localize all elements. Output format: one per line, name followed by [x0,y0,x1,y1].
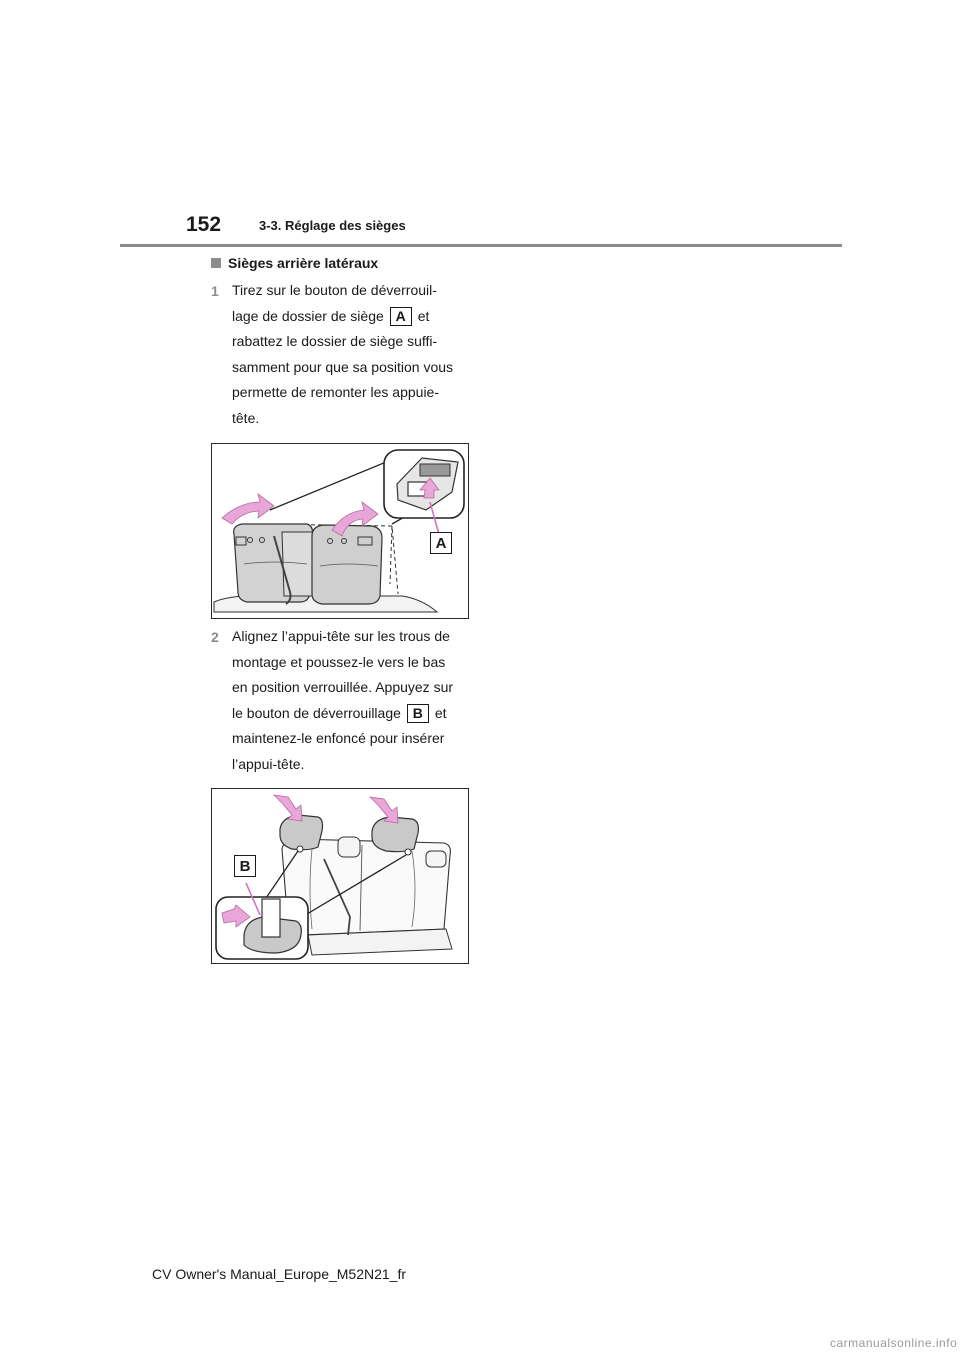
step-line: rabattez le dossier de siège suffi- [232,333,438,350]
step-line: permette de remonter les appuie- [232,384,439,401]
step-line-text: lage de dossier de siège [232,307,384,324]
label-a-box: A [390,307,412,326]
step-line: montage et poussez-le vers le bas [232,653,446,670]
figure-headrest-install [211,788,469,964]
step-line-with-label [232,701,480,727]
header-divider [120,244,842,247]
subheading [211,255,378,271]
step-2-number: 2 [211,629,219,645]
step-line: Alignez l’appui-tête sur les trous de [232,628,450,644]
watermark: carmanualsonline.info [830,1336,958,1350]
step-1-text [232,278,480,432]
step-line: Tirez sur le bouton de déverrouil- [232,282,437,298]
figure-seatback-fold [211,443,469,619]
subheading-text: Sièges arrière latéraux [228,255,379,271]
step-line: tête. [232,409,260,426]
step-1-number: 1 [211,283,219,299]
step-line-with-label [232,304,480,330]
step-line: maintenez-le enfoncé pour insérer [232,730,445,747]
square-bullet-icon [211,258,221,268]
figure-label-a: A [430,532,452,554]
step-line-text: le bouton de déverrouillage [232,704,401,721]
step-line-text: et [417,307,430,324]
step-line: l’appui-tête. [232,755,305,772]
section-title: 3-3. Réglage des sièges [259,218,406,233]
label-b-box: B [407,704,429,723]
step-line: en position verrouillée. Appuyez sur [232,679,454,696]
figure-label-b: B [234,855,256,877]
page-number: 152 [186,213,222,236]
step-2-text [232,624,480,778]
step-line: samment pour que sa position vous [232,358,454,375]
seatback-fold-illustration [212,444,468,618]
step-line-text: et [434,704,447,721]
footer-manual-title: CV Owner's Manual_Europe_M52N21_fr [152,1266,407,1282]
